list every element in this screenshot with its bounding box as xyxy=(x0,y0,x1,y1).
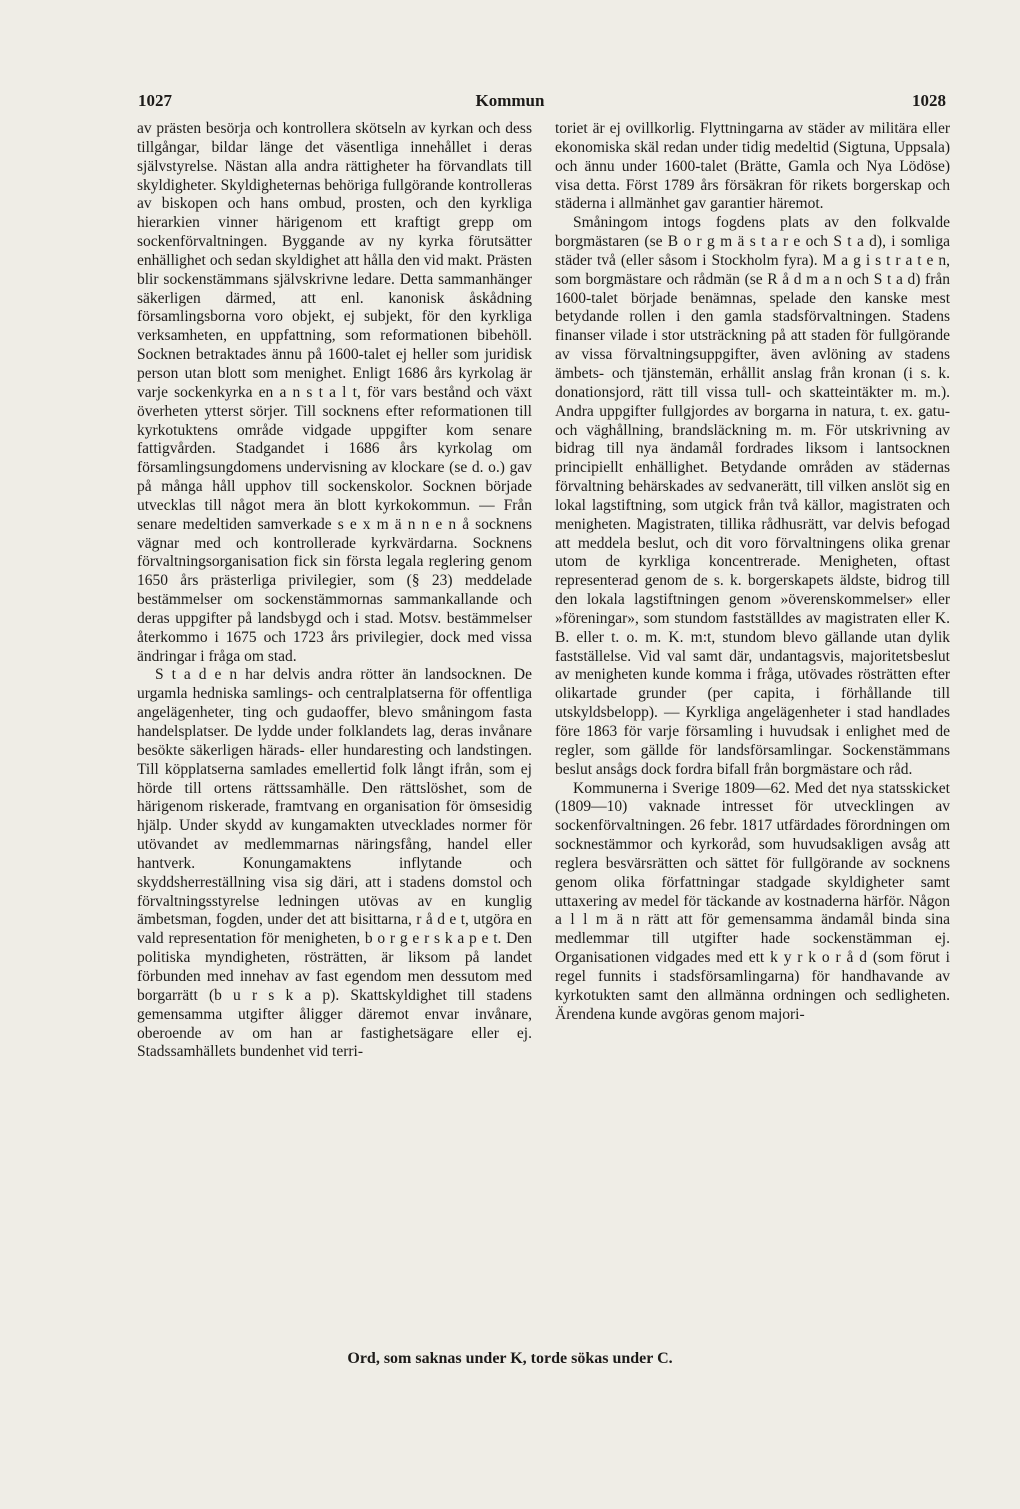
page-title: Kommun xyxy=(475,91,545,110)
right-column xyxy=(555,120,950,1350)
right-paragraph-2: Småningom intogs fogdens plats av den folkvalde borgmästaren (se B o r g m ä s t a r e och S t a d), i somliga städer två (eller såsom i Stockholm fyra). M a g i s t r a t e n, som borgmästare och rådmän (se R å d m a n och S t a d) från 1600-talet började benämnas, spelade den kanske mest betydande rollen i den gamla stadsförvaltningen. Stadens finanser vilade i stor utsträckning på att staden för fullgörande av vissa förvaltningsuppgifter, även avlöning av stadens ämbets- och tjänstemän, erhållit anslag från kronan (i s. k. donationsjord, rätt till vissa tull- och skatteintäkter m. m.). Andra uppgifter fullgjordes av borgarna in natura, t. ex. gatu- och väghållning, brandsläckning m. m. För utskrivning av bidrag till nya ändamål fordrades liksom i lantsocknen principiellt enhällighet. Betydande områden av städernas förvaltning behärskades av sedvanerätt, till vilken anslöt sig en lokal lagstiftning, som utgick från två källor, magistraten och menigheten. Magistraten, tillika rådhusrätt, var delvis befogad att meddela beslut, och dit voro förvaltningens olika grenar utom de kyrkliga koncentrerade. Menigheten, oftast representerad genom de s. k. borgerskapets äldste, bidrog till den lokala lagstiftningen genom »överenskommelser» eller »föreningar», som stundom fastställdes av magistraten eller K. B. eller t. o. m. K. m:t, stundom blevo gällande utan dylik fastställelse. Vid val samt där, undantagsvis, majoritetsbeslut av menigheten kunde komma i fråga, utövades rösträtten efter olikartade grunder (per capita, i förhållande till utskyldsbelopp). — Kyrkliga angelägenheter i stad handlades före 1863 för varje församling i huvudsak i enlighet med de regler, som gällde för landsförsamlingar. Sockenstämmans beslut ansågs dock fordra bifall från borgmästare och råd. xyxy=(555,214,950,778)
left-page-number: 1027 xyxy=(138,91,172,110)
left-paragraph-2: S t a d e n har delvis andra rötter än landsocknen. De urgamla hedniska samlings- och centralplatserna för offentliga angelägenheter, ting och gudaoffer, blevo småningom fasta handelsplatser. De lydde under folklandets lag, deras invånare besökte säkerligen härads- eller hundaresting och landstingen. Till köpplatserna samlades emellertid folk långt ifrån, som ej hörde till ortens rättssamhälle. Den rättslöshet, som de härigenom riskerade, framtvang en organisation för ömsesidig hjälp. Under skydd av kungamakten utvecklades normer för utövandet av medlemmarnas näringsfång, handel eller hantverk. Konungamaktens inflytande och skyddsherreställning visa sig däri, att i stadens domstol och förvaltningsstyrelse ledningen utövas av en kunglig ämbetsman, fogden, under det att bisittarna, r å d e t, utgöra en vald representation för menigheten, b o r g e r s k a p e t. Den politiska myndigheten, rösträtten, är liksom på landet förbunden med innehav av fast egendom men dessutom med borgarrätt (b u r s k a p). Skattskyldighet till stadens gemensamma utgifter åligger däremot envar invånare, oberoende av om han ar fastighetsägare eller ej. Stadssamhällets bundenhet vid terri- xyxy=(137,666,532,1061)
left-paragraph-1: av prästen besörja och kontrollera skötseln av kyrkan och dess tillgångar, bildar länge det väsentliga innehållet i deras självstyrelse. Nästan alla andra rättigheter ha förvandlats till skyldigheter. Skyldigheternas behöriga fullgörande kontrolleras av biskopen och hans ombud, prosten, och den kyrkliga hierarkien vinner härigenom ett kraftigt grepp om sockenförvaltningen. Byggande av ny kyrka förutsätter enhällighet och sedan skyldighet att hålla den vid makt. Prästen blir sockenstämmans självskrivne ledare. Detta sammanhänger säkerligen därmed, att enl. kanonisk åskådning församlingsborna voro objekt, ej subjekt, för den kyrkliga verksamheten, en uppfattning, som reformationen bibehöll. Socknen betraktades ännu på 1600-talet ej heller som juridisk person utan blott som menighet. Enligt 1686 års kyrkolag är varje sockenkyrka en a n s t a l t, för vars bestånd och växt överheten ytterst sörjer. Till socknens efter reformationen till kyrkotuktens område vidgade uppgifter kom senare fattigvården. Stadgandet i 1686 års kyrkolag om församlingsungdomens undervisning av klockare (se d. o.) gav på många håll upphov till sockenskolor. Socknen började utvecklas till något mera än blott kyrkokommun. — Från senare medeltiden samverkade s e x m ä n n e n å socknens vägnar med och kontrollerade kyrkvärdarna. Socknens förvaltningsorganisation fick sin första legala reglering genom 1650 års prästerliga privilegier, som (§ 23) meddelade bestämmelser om sockenstämmornas sammankallande och deras uppgifter på landsbygd och i stad. Motsv. bestämmelser återkommo i 1675 och 1723 års privilegier, dock med vissa ändringar i fråga om stad. xyxy=(137,120,532,665)
right-paragraph-1: toriet är ej ovillkorlig. Flyttningarna av städer av militära eller ekonomiska skäl redan under tidig medeltid (Sigtuna, Uppsala) och ännu under 1600-talet (Brätte, Gamla och Nya Lödöse) visa detta. Först 1789 års försäkran för rikets borgerskap och städerna i allmänhet gav garantier häremot. xyxy=(555,120,950,213)
right-paragraph-3: Kommunerna i Sverige 1809—62. Med det nya statsskicket (1809—10) vaknade intresset för utvecklingen av sockenförvaltningen. 26 febr. 1817 utfärdades förordningen om socknestämmor och kyrkoråd, som huvudsakligen avsåg att reglera besvärsrätten och sättet för fullgörande av socknens genom olika författningar stadgade skyldigheter samt uttaxering av medel för täckande av kostnaderna härför. Någon a l l m ä n rätt att för gemensamma ändamål binda sina medlemmar till utgifter hade sockenstämman ej. Organisationen vidgades med ett k y r k o r å d (som förut i regel funnits i stadsförsamlingarna) för handhavande av kyrkotukten samt den allmänna ordningen och sedligheten. Ärendena kunde avgöras genom majori- xyxy=(555,779,950,1023)
left-column xyxy=(137,120,532,1350)
right-page-number: 1028 xyxy=(912,91,946,110)
footer-note: Ord, som saknas under K, torde sökas under C. xyxy=(347,1350,673,1367)
